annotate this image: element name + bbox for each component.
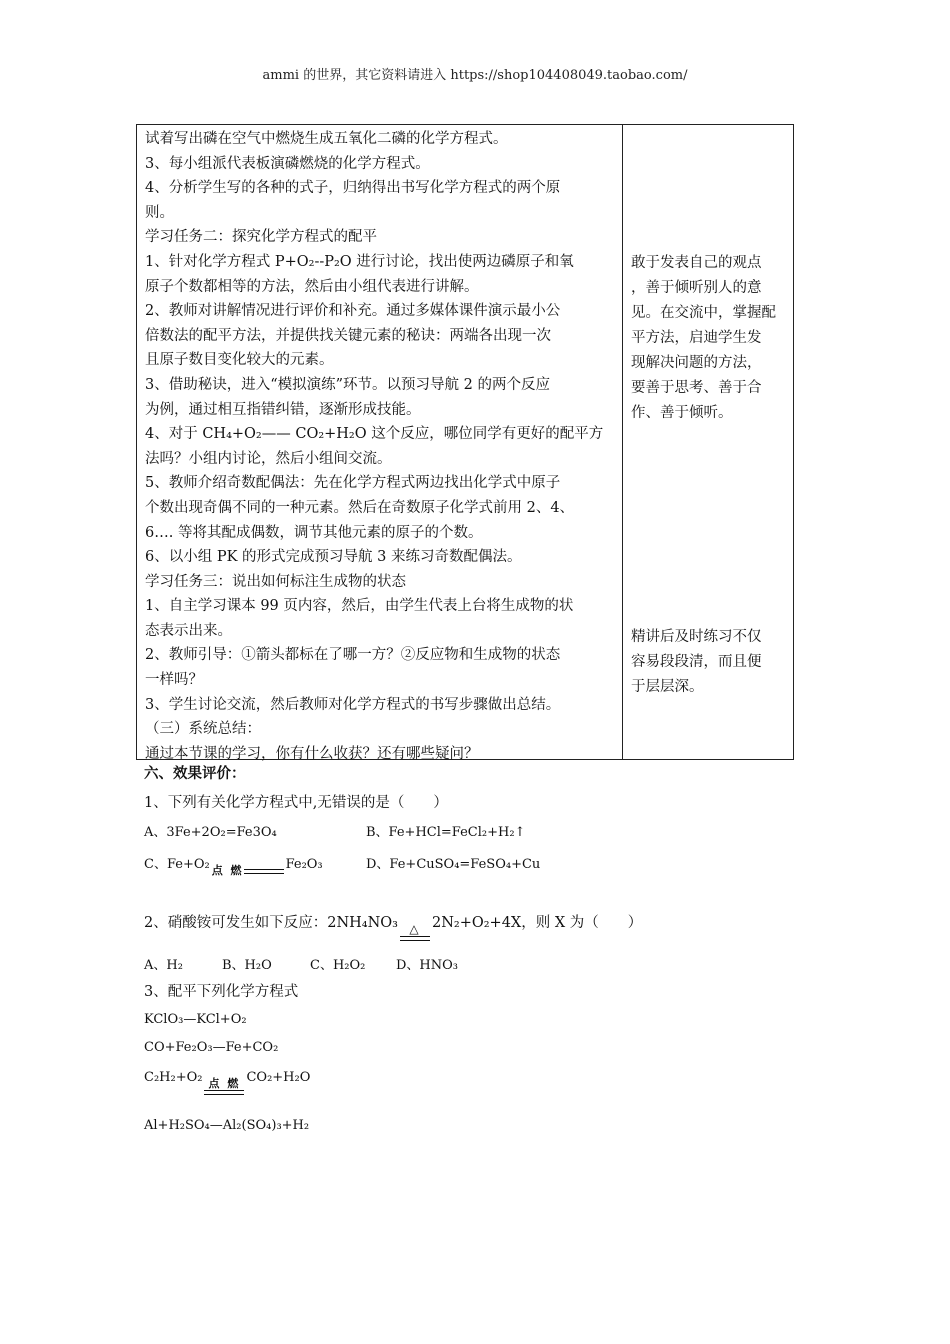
question-1-options-ab (144, 820, 794, 846)
equals-bars (244, 869, 284, 874)
question-1-stem: 1、下列有关化学方程式中,无错误的是（ ） (144, 795, 448, 811)
lesson-plan-table (136, 124, 794, 760)
process-line: 个数出现奇偶不同的一种元素。然后在奇数原子化学式前用 2、4、 (145, 499, 575, 516)
evaluation-title: 六、效果评价： (144, 765, 246, 782)
ignition-condition: 点 燃 (204, 1078, 244, 1095)
equation-1: KClO₃—KCl+O₂ (144, 1012, 247, 1027)
process-line: 原子个数都相等的方法，然后由小组代表进行讲解。 (145, 278, 479, 295)
question-2-options (144, 953, 794, 979)
design-intent-note (631, 251, 791, 426)
task-heading: 学习任务三：说出如何标注生成物的状态 (145, 573, 406, 590)
note-line: 于层层深。 (631, 679, 704, 695)
equation-2: CO+Fe₂O₃—Fe+CO₂ (144, 1040, 279, 1055)
process-line: 倍数法的配平方法，并提供找关键元素的秘诀：两端各出现一次 (145, 327, 551, 344)
process-line: 6…. 等将其配成偶数，调节其他元素的原子的个数。 (145, 524, 483, 541)
process-line: 3、每小组派代表板演磷燃烧的化学方程式。 (145, 155, 430, 172)
heat-condition: △ (400, 923, 430, 941)
process-line: 4、分析学生写的各种的式子，归纳得出书写化学方程式的两个原 (145, 180, 561, 197)
process-line: 3、学生讨论交流，然后教师对化学方程式的书写步骤做出总结。 (145, 696, 561, 713)
question-2-stem: 2、硝酸铵可发生如下反应：2NH₄NO₃ △ 2N₂+O₂+4X，则 X 为（ ） (144, 910, 794, 941)
process-line: 试着写出磷在空气中燃烧生成五氧化二磷的化学方程式。 (145, 131, 508, 147)
option-d: D、HNO₃ (396, 958, 459, 973)
equals-bars (204, 1090, 244, 1095)
process-line: 2、教师对讲解情况进行评价和补充。通过多媒体课件演示最小公 (145, 303, 561, 320)
process-line: 1、针对化学方程式 P+O₂--P₂O 进行讨论，找出使两边磷原子和氧 (145, 253, 574, 270)
note-line: 见。在交流中，掌握配 (631, 305, 776, 321)
process-line: 通过本节课的学习，你有什么收获？还有哪些疑问？ (145, 745, 479, 762)
option-b: B、Fe+HCl=FeCl₂+H₂↑ (366, 825, 526, 840)
process-line: 2、教师引导：①箭头都标在了哪一方？②反应物和生成物的状态 (145, 647, 561, 664)
option-b: B、H₂O (222, 958, 272, 973)
evaluation-section (144, 762, 794, 1139)
process-line: 为例，通过相互指错纠错，逐渐形成技能。 (145, 401, 421, 418)
process-line: 且原子数目变化较大的元素。 (145, 352, 334, 369)
option-c: C、H₂O₂ (310, 958, 366, 973)
equals-bars (400, 936, 430, 941)
note-line: 平方法，启迪学生发 (631, 330, 762, 346)
note-line: ，善于倾听别人的意 (631, 280, 762, 296)
note-line: 敢于发表自己的观点 (631, 255, 762, 271)
page-header: ammi 的世界，其它资料请进入 https://shop104408049.taobao.com/ (262, 68, 688, 83)
note-line: 精讲后及时练习不仅 (631, 629, 762, 645)
note-line: 现解决问题的方法， (631, 355, 762, 371)
note-line: 作、善于倾听。 (631, 405, 733, 421)
process-line: 一样吗？ (145, 672, 203, 689)
equation-3: C₂H₂+O₂ 点 燃 CO₂+H₂O (144, 1065, 794, 1095)
task-heading: 学习任务二：探究化学方程式的配平 (145, 229, 377, 246)
process-line: 3、借助秘诀，进入“模拟演练”环节。以预习导航 2 的两个反应 (145, 376, 550, 393)
option-c: C、Fe+O₂ 点 燃 Fe₂O₃ (144, 852, 366, 884)
process-line: 法吗？小组内讨论，然后小组间交流。 (145, 450, 392, 467)
option-a: A、H₂ (144, 958, 183, 973)
process-line: 则。 (145, 204, 174, 221)
option-d: D、Fe+CuSO₄=FeSO₄+Cu (366, 857, 541, 872)
process-line: 1、自主学习课本 99 页内容，然后，由学生代表上台将生成物的状 (145, 598, 574, 615)
option-a: A、3Fe+2O₂=Fe3O₄ (144, 825, 277, 840)
note-line: 容易段段清，而且便 (631, 654, 762, 670)
process-line: 5、教师介绍奇数配偶法：先在化学方程式两边找出化学式中原子 (145, 475, 561, 492)
ignition-condition: 点 燃 (212, 858, 284, 884)
column-divider (622, 125, 623, 759)
question-3-stem: 3、配平下列化学方程式 (144, 984, 299, 1000)
design-intent-note (631, 625, 791, 700)
process-line: 态表示出来。 (145, 622, 232, 639)
equation-4: Al+H₂SO₄—Al₂(SO₄)₃+H₂ (144, 1118, 310, 1133)
note-line: 要善于思考、善于合 (631, 380, 762, 396)
process-line: 6、以小组 PK 的形式完成预习导航 3 来练习奇数配偶法。 (145, 549, 522, 566)
teaching-process-column (145, 127, 620, 766)
process-line: 4、对于 CH₄+O₂—— CO₂+H₂O 这个反应，哪位同学有更好的配平方 (145, 426, 604, 443)
question-1-options-cd (144, 852, 794, 884)
section-heading: （三）系统总结： (145, 721, 261, 738)
